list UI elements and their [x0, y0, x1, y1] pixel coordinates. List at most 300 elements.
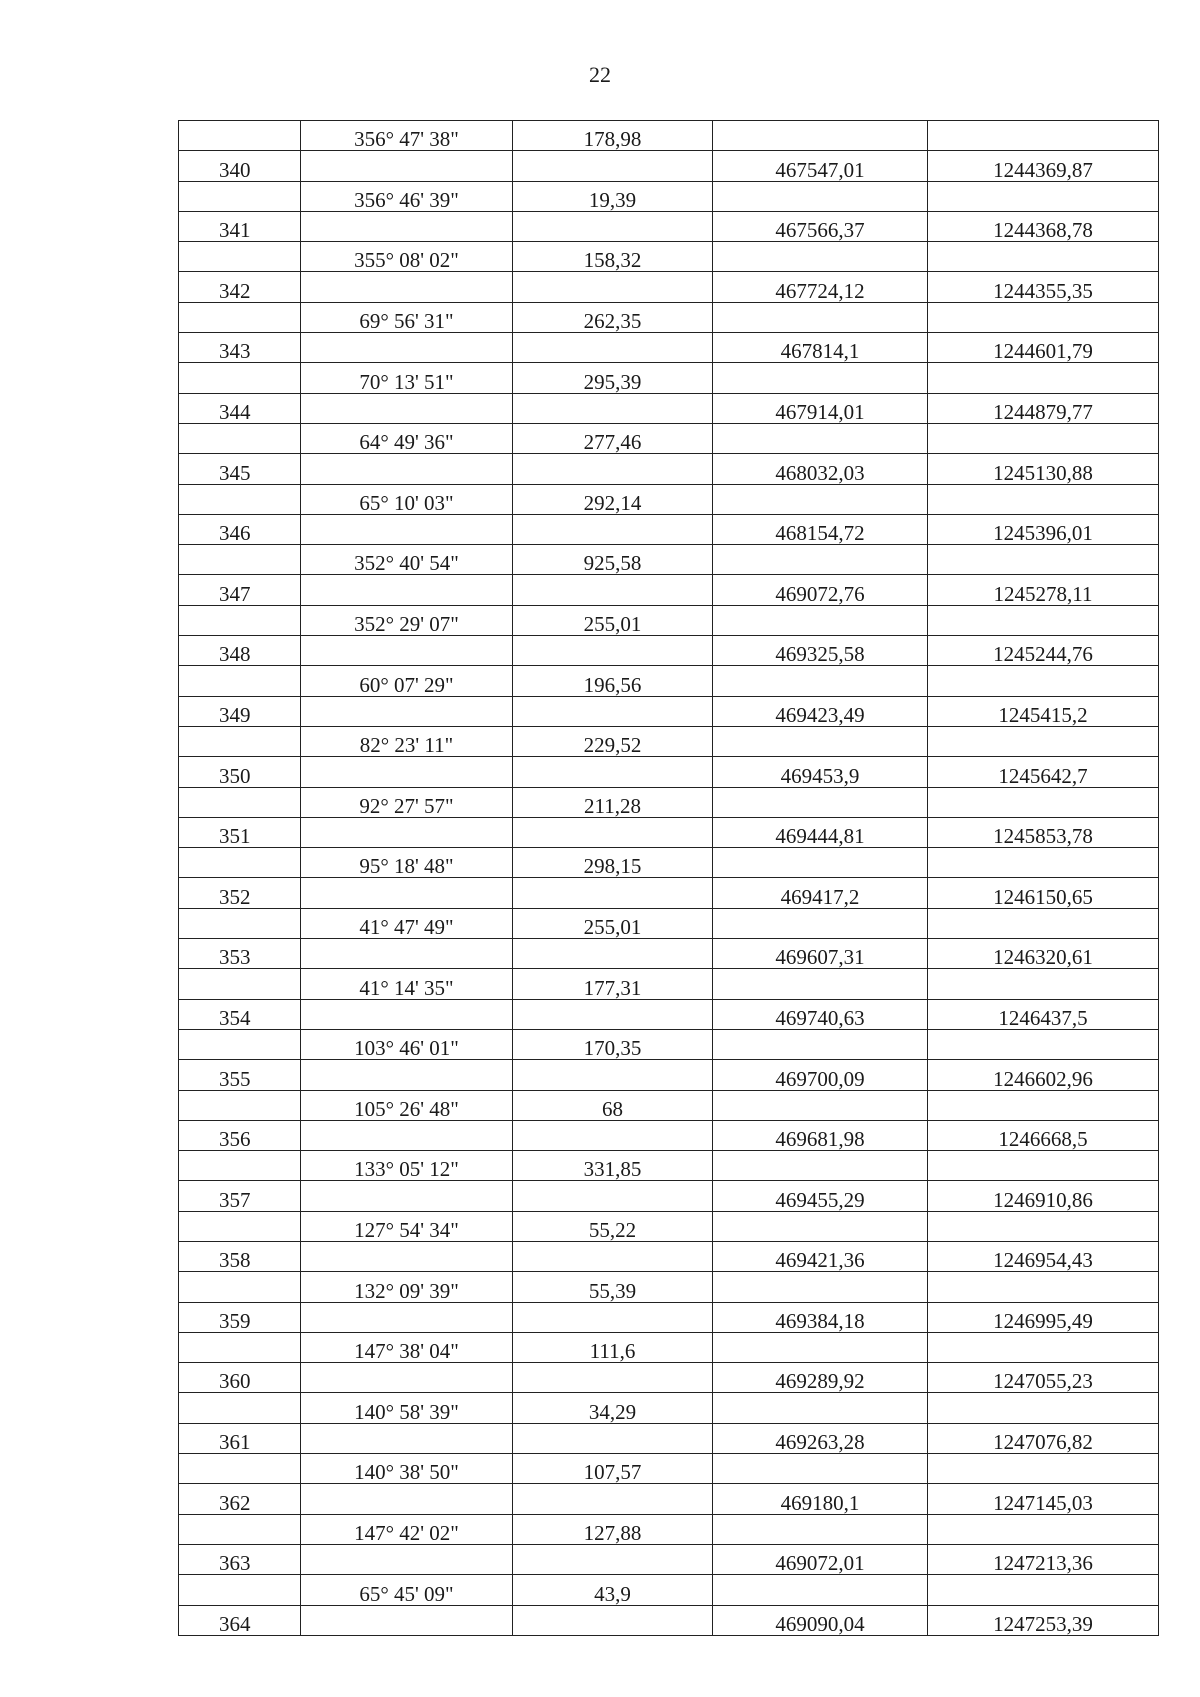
length-cell	[513, 757, 713, 787]
angle-cell	[301, 272, 513, 302]
length-cell	[513, 1484, 713, 1514]
point-id-cell: 362	[179, 1484, 301, 1514]
angle-cell: 64° 49' 36"	[301, 423, 513, 453]
length-cell: 177,31	[513, 969, 713, 999]
point-row	[179, 757, 1159, 787]
y-coordinate-cell	[928, 1514, 1159, 1544]
point-id-cell	[179, 969, 301, 999]
y-coordinate-cell	[928, 1029, 1159, 1059]
y-coordinate-cell	[928, 302, 1159, 332]
y-coordinate-cell: 1246602,96	[928, 1060, 1159, 1090]
y-coordinate-cell	[928, 605, 1159, 635]
angle-cell: 95° 18' 48"	[301, 848, 513, 878]
angle-cell: 65° 45' 09"	[301, 1575, 513, 1605]
segment-row	[179, 1090, 1159, 1120]
angle-cell	[301, 1363, 513, 1393]
segment-row	[179, 1514, 1159, 1544]
point-id-cell	[179, 1332, 301, 1362]
y-coordinate-cell	[928, 181, 1159, 211]
x-coordinate-cell: 469453,9	[713, 757, 928, 787]
angle-cell	[301, 1060, 513, 1090]
x-coordinate-cell	[713, 1393, 928, 1423]
length-cell: 34,29	[513, 1393, 713, 1423]
point-row	[179, 1423, 1159, 1453]
point-id-cell: 361	[179, 1423, 301, 1453]
y-coordinate-cell: 1245396,01	[928, 514, 1159, 544]
x-coordinate-cell	[713, 908, 928, 938]
angle-cell	[301, 1241, 513, 1271]
angle-cell	[301, 575, 513, 605]
y-coordinate-cell: 1245244,76	[928, 636, 1159, 666]
point-id-cell: 350	[179, 757, 301, 787]
length-cell	[513, 1423, 713, 1453]
point-id-cell	[179, 605, 301, 635]
y-coordinate-cell: 1247213,36	[928, 1544, 1159, 1574]
segment-row	[179, 242, 1159, 272]
segment-row	[179, 1575, 1159, 1605]
length-cell	[513, 817, 713, 847]
length-cell: 295,39	[513, 363, 713, 393]
point-id-cell	[179, 302, 301, 332]
length-cell	[513, 514, 713, 544]
point-id-cell	[179, 242, 301, 272]
length-cell: 229,52	[513, 726, 713, 756]
x-coordinate-cell	[713, 1211, 928, 1241]
angle-cell: 352° 40' 54"	[301, 545, 513, 575]
y-coordinate-cell	[928, 1332, 1159, 1362]
segment-row	[179, 666, 1159, 696]
x-coordinate-cell: 469072,01	[713, 1544, 928, 1574]
segment-row	[179, 363, 1159, 393]
point-id-cell: 351	[179, 817, 301, 847]
angle-cell: 127° 54' 34"	[301, 1211, 513, 1241]
point-id-cell: 343	[179, 333, 301, 363]
segment-row	[179, 1272, 1159, 1302]
x-coordinate-cell	[713, 1151, 928, 1181]
point-row	[179, 817, 1159, 847]
y-coordinate-cell: 1246437,5	[928, 999, 1159, 1029]
segment-row	[179, 181, 1159, 211]
y-coordinate-cell	[928, 908, 1159, 938]
y-coordinate-cell: 1247253,39	[928, 1605, 1159, 1635]
segment-row	[179, 908, 1159, 938]
length-cell	[513, 1363, 713, 1393]
point-id-cell	[179, 787, 301, 817]
point-row	[179, 1181, 1159, 1211]
segment-row	[179, 605, 1159, 635]
length-cell	[513, 878, 713, 908]
angle-cell: 352° 29' 07"	[301, 605, 513, 635]
point-row	[179, 696, 1159, 726]
angle-cell	[301, 939, 513, 969]
point-id-cell: 341	[179, 211, 301, 241]
length-cell: 298,15	[513, 848, 713, 878]
x-coordinate-cell: 469325,58	[713, 636, 928, 666]
angle-cell: 147° 38' 04"	[301, 1332, 513, 1362]
y-coordinate-cell: 1247145,03	[928, 1484, 1159, 1514]
length-cell: 158,32	[513, 242, 713, 272]
y-coordinate-cell: 1246150,65	[928, 878, 1159, 908]
point-row	[179, 999, 1159, 1029]
point-id-cell: 352	[179, 878, 301, 908]
point-id-cell: 345	[179, 454, 301, 484]
length-cell: 170,35	[513, 1029, 713, 1059]
angle-cell: 65° 10' 03"	[301, 484, 513, 514]
point-id-cell: 347	[179, 575, 301, 605]
point-row	[179, 1060, 1159, 1090]
y-coordinate-cell	[928, 242, 1159, 272]
segment-row	[179, 1029, 1159, 1059]
angle-cell	[301, 1605, 513, 1635]
y-coordinate-cell: 1245415,2	[928, 696, 1159, 726]
angle-cell: 41° 47' 49"	[301, 908, 513, 938]
x-coordinate-cell: 469072,76	[713, 575, 928, 605]
length-cell: 292,14	[513, 484, 713, 514]
point-id-cell	[179, 666, 301, 696]
point-id-cell: 354	[179, 999, 301, 1029]
point-id-cell	[179, 1211, 301, 1241]
coordinates-table	[178, 120, 1159, 1636]
point-id-cell: 340	[179, 151, 301, 181]
angle-cell	[301, 696, 513, 726]
y-coordinate-cell: 1245853,78	[928, 817, 1159, 847]
x-coordinate-cell	[713, 484, 928, 514]
point-id-cell	[179, 848, 301, 878]
segment-row	[179, 969, 1159, 999]
x-coordinate-cell	[713, 363, 928, 393]
point-id-cell	[179, 363, 301, 393]
y-coordinate-cell: 1246910,86	[928, 1181, 1159, 1211]
point-id-cell	[179, 1151, 301, 1181]
point-row	[179, 939, 1159, 969]
x-coordinate-cell: 467566,37	[713, 211, 928, 241]
x-coordinate-cell: 469180,1	[713, 1484, 928, 1514]
point-id-cell: 357	[179, 1181, 301, 1211]
x-coordinate-cell: 469090,04	[713, 1605, 928, 1635]
angle-cell	[301, 999, 513, 1029]
point-id-cell: 342	[179, 272, 301, 302]
x-coordinate-cell: 467547,01	[713, 151, 928, 181]
angle-cell	[301, 1544, 513, 1574]
x-coordinate-cell	[713, 1272, 928, 1302]
length-cell	[513, 636, 713, 666]
length-cell: 111,6	[513, 1332, 713, 1362]
angle-cell	[301, 514, 513, 544]
point-id-cell	[179, 726, 301, 756]
y-coordinate-cell: 1246954,43	[928, 1241, 1159, 1271]
point-row	[179, 333, 1159, 363]
y-coordinate-cell	[928, 1272, 1159, 1302]
angle-cell: 103° 46' 01"	[301, 1029, 513, 1059]
x-coordinate-cell	[713, 726, 928, 756]
point-id-cell: 359	[179, 1302, 301, 1332]
angle-cell	[301, 1120, 513, 1150]
point-id-cell	[179, 121, 301, 151]
point-row	[179, 151, 1159, 181]
point-row	[179, 636, 1159, 666]
length-cell: 277,46	[513, 423, 713, 453]
length-cell	[513, 575, 713, 605]
angle-cell: 133° 05' 12"	[301, 1151, 513, 1181]
x-coordinate-cell: 469384,18	[713, 1302, 928, 1332]
angle-cell: 356° 46' 39"	[301, 181, 513, 211]
y-coordinate-cell	[928, 363, 1159, 393]
length-cell: 68	[513, 1090, 713, 1120]
y-coordinate-cell	[928, 1090, 1159, 1120]
point-id-cell	[179, 545, 301, 575]
x-coordinate-cell	[713, 666, 928, 696]
length-cell	[513, 1302, 713, 1332]
x-coordinate-cell	[713, 787, 928, 817]
segment-row	[179, 1211, 1159, 1241]
length-cell: 43,9	[513, 1575, 713, 1605]
angle-cell	[301, 211, 513, 241]
y-coordinate-cell: 1245642,7	[928, 757, 1159, 787]
point-row	[179, 1544, 1159, 1574]
angle-cell: 140° 38' 50"	[301, 1454, 513, 1484]
length-cell: 331,85	[513, 1151, 713, 1181]
x-coordinate-cell: 469444,81	[713, 817, 928, 847]
y-coordinate-cell	[928, 666, 1159, 696]
x-coordinate-cell	[713, 545, 928, 575]
point-id-cell: 353	[179, 939, 301, 969]
x-coordinate-cell	[713, 423, 928, 453]
x-coordinate-cell	[713, 969, 928, 999]
angle-cell	[301, 1484, 513, 1514]
point-id-cell: 358	[179, 1241, 301, 1271]
point-id-cell	[179, 423, 301, 453]
x-coordinate-cell: 468032,03	[713, 454, 928, 484]
x-coordinate-cell	[713, 1454, 928, 1484]
y-coordinate-cell	[928, 545, 1159, 575]
point-id-cell: 348	[179, 636, 301, 666]
point-id-cell	[179, 1575, 301, 1605]
y-coordinate-cell	[928, 121, 1159, 151]
point-id-cell	[179, 181, 301, 211]
angle-cell	[301, 878, 513, 908]
length-cell: 255,01	[513, 605, 713, 635]
x-coordinate-cell: 469289,92	[713, 1363, 928, 1393]
segment-row	[179, 1151, 1159, 1181]
x-coordinate-cell	[713, 605, 928, 635]
point-id-cell: 355	[179, 1060, 301, 1090]
segment-row	[179, 121, 1159, 151]
length-cell	[513, 1120, 713, 1150]
point-id-cell	[179, 1029, 301, 1059]
page-number: 22	[589, 62, 611, 87]
length-cell	[513, 272, 713, 302]
point-row	[179, 1302, 1159, 1332]
y-coordinate-cell	[928, 1211, 1159, 1241]
point-id-cell	[179, 1454, 301, 1484]
segment-row	[179, 423, 1159, 453]
y-coordinate-cell: 1244368,78	[928, 211, 1159, 241]
angle-cell: 69° 56' 31"	[301, 302, 513, 332]
y-coordinate-cell: 1246995,49	[928, 1302, 1159, 1332]
point-row	[179, 514, 1159, 544]
length-cell: 255,01	[513, 908, 713, 938]
length-cell	[513, 454, 713, 484]
x-coordinate-cell	[713, 302, 928, 332]
y-coordinate-cell	[928, 1575, 1159, 1605]
x-coordinate-cell	[713, 242, 928, 272]
length-cell	[513, 211, 713, 241]
y-coordinate-cell	[928, 969, 1159, 999]
angle-cell: 147° 42' 02"	[301, 1514, 513, 1544]
length-cell: 196,56	[513, 666, 713, 696]
angle-cell	[301, 151, 513, 181]
y-coordinate-cell: 1246320,61	[928, 939, 1159, 969]
point-id-cell: 364	[179, 1605, 301, 1635]
x-coordinate-cell	[713, 1575, 928, 1605]
segment-row	[179, 302, 1159, 332]
x-coordinate-cell: 467724,12	[713, 272, 928, 302]
point-id-cell	[179, 1514, 301, 1544]
angle-cell: 92° 27' 57"	[301, 787, 513, 817]
y-coordinate-cell: 1245278,11	[928, 575, 1159, 605]
point-row	[179, 575, 1159, 605]
point-id-cell	[179, 484, 301, 514]
x-coordinate-cell: 468154,72	[713, 514, 928, 544]
angle-cell: 356° 47' 38"	[301, 121, 513, 151]
length-cell	[513, 1241, 713, 1271]
y-coordinate-cell: 1247076,82	[928, 1423, 1159, 1453]
length-cell	[513, 1181, 713, 1211]
length-cell: 107,57	[513, 1454, 713, 1484]
point-row	[179, 878, 1159, 908]
point-row	[179, 393, 1159, 423]
point-row	[179, 1605, 1159, 1635]
segment-row	[179, 1454, 1159, 1484]
x-coordinate-cell	[713, 121, 928, 151]
length-cell: 19,39	[513, 181, 713, 211]
y-coordinate-cell: 1246668,5	[928, 1120, 1159, 1150]
angle-cell	[301, 1302, 513, 1332]
point-row	[179, 1241, 1159, 1271]
length-cell	[513, 1544, 713, 1574]
x-coordinate-cell: 469421,36	[713, 1241, 928, 1271]
angle-cell: 132° 09' 39"	[301, 1272, 513, 1302]
x-coordinate-cell: 469607,31	[713, 939, 928, 969]
x-coordinate-cell: 469417,2	[713, 878, 928, 908]
length-cell	[513, 999, 713, 1029]
y-coordinate-cell: 1244879,77	[928, 393, 1159, 423]
y-coordinate-cell	[928, 1454, 1159, 1484]
y-coordinate-cell	[928, 848, 1159, 878]
point-id-cell: 356	[179, 1120, 301, 1150]
y-coordinate-cell: 1244601,79	[928, 333, 1159, 363]
x-coordinate-cell: 469740,63	[713, 999, 928, 1029]
x-coordinate-cell: 469700,09	[713, 1060, 928, 1090]
segment-row	[179, 484, 1159, 514]
x-coordinate-cell: 467914,01	[713, 393, 928, 423]
angle-cell: 355° 08' 02"	[301, 242, 513, 272]
length-cell: 127,88	[513, 1514, 713, 1544]
angle-cell	[301, 393, 513, 423]
point-id-cell	[179, 1393, 301, 1423]
x-coordinate-cell: 469263,28	[713, 1423, 928, 1453]
length-cell	[513, 151, 713, 181]
x-coordinate-cell	[713, 1029, 928, 1059]
point-row	[179, 454, 1159, 484]
angle-cell: 70° 13' 51"	[301, 363, 513, 393]
segment-row	[179, 1332, 1159, 1362]
segment-row	[179, 1393, 1159, 1423]
y-coordinate-cell	[928, 726, 1159, 756]
y-coordinate-cell: 1245130,88	[928, 454, 1159, 484]
length-cell: 55,22	[513, 1211, 713, 1241]
length-cell: 55,39	[513, 1272, 713, 1302]
x-coordinate-cell: 469681,98	[713, 1120, 928, 1150]
angle-cell: 41° 14' 35"	[301, 969, 513, 999]
point-row	[179, 1363, 1159, 1393]
point-id-cell: 349	[179, 696, 301, 726]
length-cell	[513, 696, 713, 726]
x-coordinate-cell	[713, 181, 928, 211]
segment-row	[179, 848, 1159, 878]
point-id-cell	[179, 1090, 301, 1120]
point-id-cell	[179, 908, 301, 938]
angle-cell: 60° 07' 29"	[301, 666, 513, 696]
angle-cell	[301, 1181, 513, 1211]
angle-cell	[301, 757, 513, 787]
coordinates-table-body	[179, 121, 1159, 1636]
point-id-cell: 346	[179, 514, 301, 544]
y-coordinate-cell: 1244369,87	[928, 151, 1159, 181]
x-coordinate-cell	[713, 1090, 928, 1120]
x-coordinate-cell: 469423,49	[713, 696, 928, 726]
x-coordinate-cell	[713, 1514, 928, 1544]
angle-cell: 82° 23' 11"	[301, 726, 513, 756]
angle-cell: 140° 58' 39"	[301, 1393, 513, 1423]
angle-cell	[301, 636, 513, 666]
point-row	[179, 272, 1159, 302]
y-coordinate-cell	[928, 1151, 1159, 1181]
angle-cell	[301, 454, 513, 484]
segment-row	[179, 787, 1159, 817]
y-coordinate-cell	[928, 484, 1159, 514]
segment-row	[179, 545, 1159, 575]
length-cell	[513, 393, 713, 423]
length-cell: 262,35	[513, 302, 713, 332]
y-coordinate-cell	[928, 423, 1159, 453]
point-row	[179, 1484, 1159, 1514]
length-cell: 925,58	[513, 545, 713, 575]
angle-cell: 105° 26' 48"	[301, 1090, 513, 1120]
point-id-cell: 360	[179, 1363, 301, 1393]
length-cell	[513, 333, 713, 363]
point-id-cell: 344	[179, 393, 301, 423]
y-coordinate-cell	[928, 787, 1159, 817]
y-coordinate-cell: 1247055,23	[928, 1363, 1159, 1393]
angle-cell	[301, 817, 513, 847]
x-coordinate-cell: 469455,29	[713, 1181, 928, 1211]
point-row	[179, 1120, 1159, 1150]
length-cell: 211,28	[513, 787, 713, 817]
y-coordinate-cell	[928, 1393, 1159, 1423]
segment-row	[179, 726, 1159, 756]
point-id-cell	[179, 1272, 301, 1302]
length-cell	[513, 1060, 713, 1090]
x-coordinate-cell	[713, 848, 928, 878]
angle-cell	[301, 1423, 513, 1453]
length-cell	[513, 1605, 713, 1635]
x-coordinate-cell	[713, 1332, 928, 1362]
x-coordinate-cell: 467814,1	[713, 333, 928, 363]
length-cell: 178,98	[513, 121, 713, 151]
angle-cell	[301, 333, 513, 363]
length-cell	[513, 939, 713, 969]
